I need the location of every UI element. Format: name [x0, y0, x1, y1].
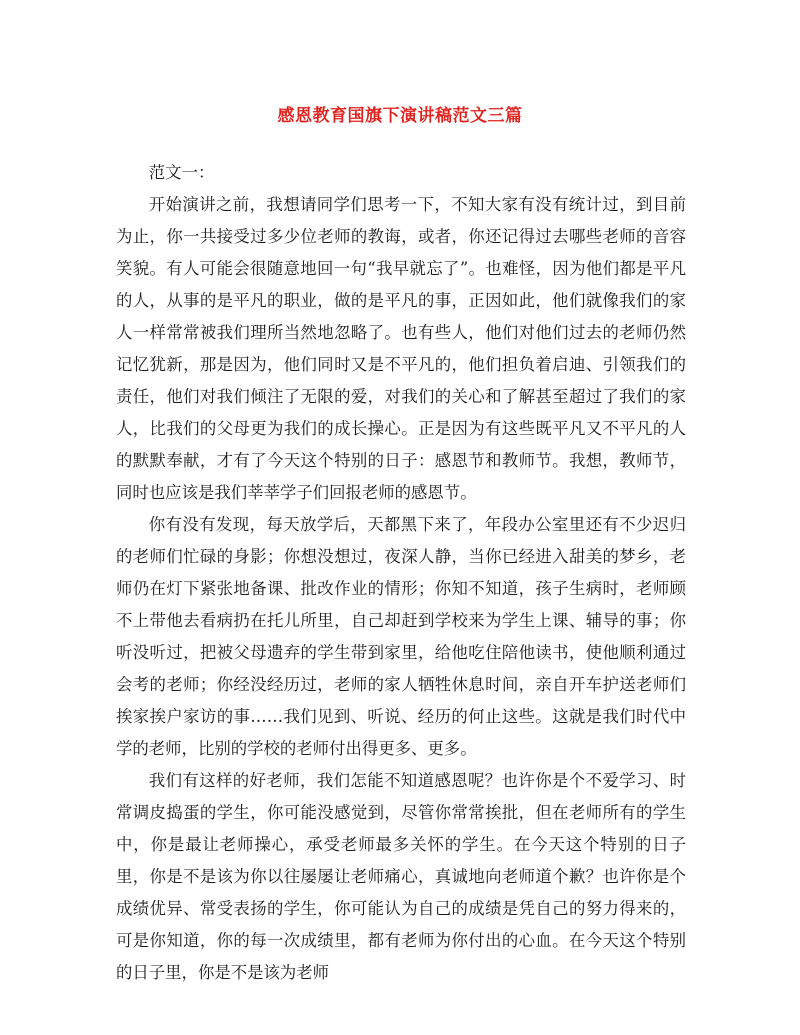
document-body: [116, 157, 686, 989]
paragraph: 开始演讲之前，我想请同学们思考一下，不知大家有没有统计过，到目前为止，你一共接受过多少位老师的教诲，或者，你还记得过去哪些老师的音容笑貌。有人可能会很随意地回一句“我早就忘了”。也难怪，因为他们都是平凡的人，从事的是平凡的职业，做的是平凡的事，正因如此，他们就像我们的家人一样常常被我们理所当然地忽略了。也有些人，他们对他们过去的老师仍然记忆犹新，那是因为，他们同时又是不平凡的，他们担负着启迪、引领我们的责任，他们对我们倾注了无限的爱，对我们的关心和了解甚至超过了我们的家人，比我们的父母更为我们的成长操心。正是因为有这些既平凡又不平凡的人的默默奉献，才有了今天这个特别的日子：感恩节和教师节。我想，教师节，同时也应该是我们莘莘学子们回报老师的感恩节。: [116, 195, 686, 502]
paragraph: 你有没有发现，每天放学后，天都黑下来了，年段办公室里还有不少迟归的老师们忙碌的身影；你想没想过，夜深人静，当你已经进入甜美的梦乡，老师仍在灯下紧张地备课、批改作业的情形；你知不知道，孩子生病时，老师顾不上带他去看病扔在托儿所里，自己却赶到学校来为学生上课、辅导的事；你听没听过，把被父母遗弃的学生带到家里，给他吃住陪他读书，使他顺利通过会考的老师；你经没经历过，老师的家人牺牲休息时间，亲自开车护送老师们挨家挨户家访的事……我们见到、听说、经历的何止这些。这就是我们时代中学的老师，比别的学校的老师付出得更多、更多。: [116, 515, 686, 758]
document-title: 感恩教育国旗下演讲稿范文三篇: [277, 106, 523, 126]
section-label: 范文一：: [148, 163, 215, 182]
paragraph: 我们有这样的好老师，我们怎能不知道感恩呢？也许你是个不爱学习、时常调皮捣蛋的学生，你可能没感觉到，尽管你常常挨批，但在老师所有的学生中，你是最让老师操心，承受老师最多关怀的学生。在今天这个特别的日子里，你是不是该为你以往屡屡让老师痛心，真诚地向老师道个歉？也许你是个成绩优异、常受表扬的学生，你可能认为自己的成绩是凭自己的努力得来的，可是你知道，你的每一次成绩里，都有老师为你付出的心血。在今天这个特别的日子里，你是不是该为老师: [116, 771, 686, 982]
